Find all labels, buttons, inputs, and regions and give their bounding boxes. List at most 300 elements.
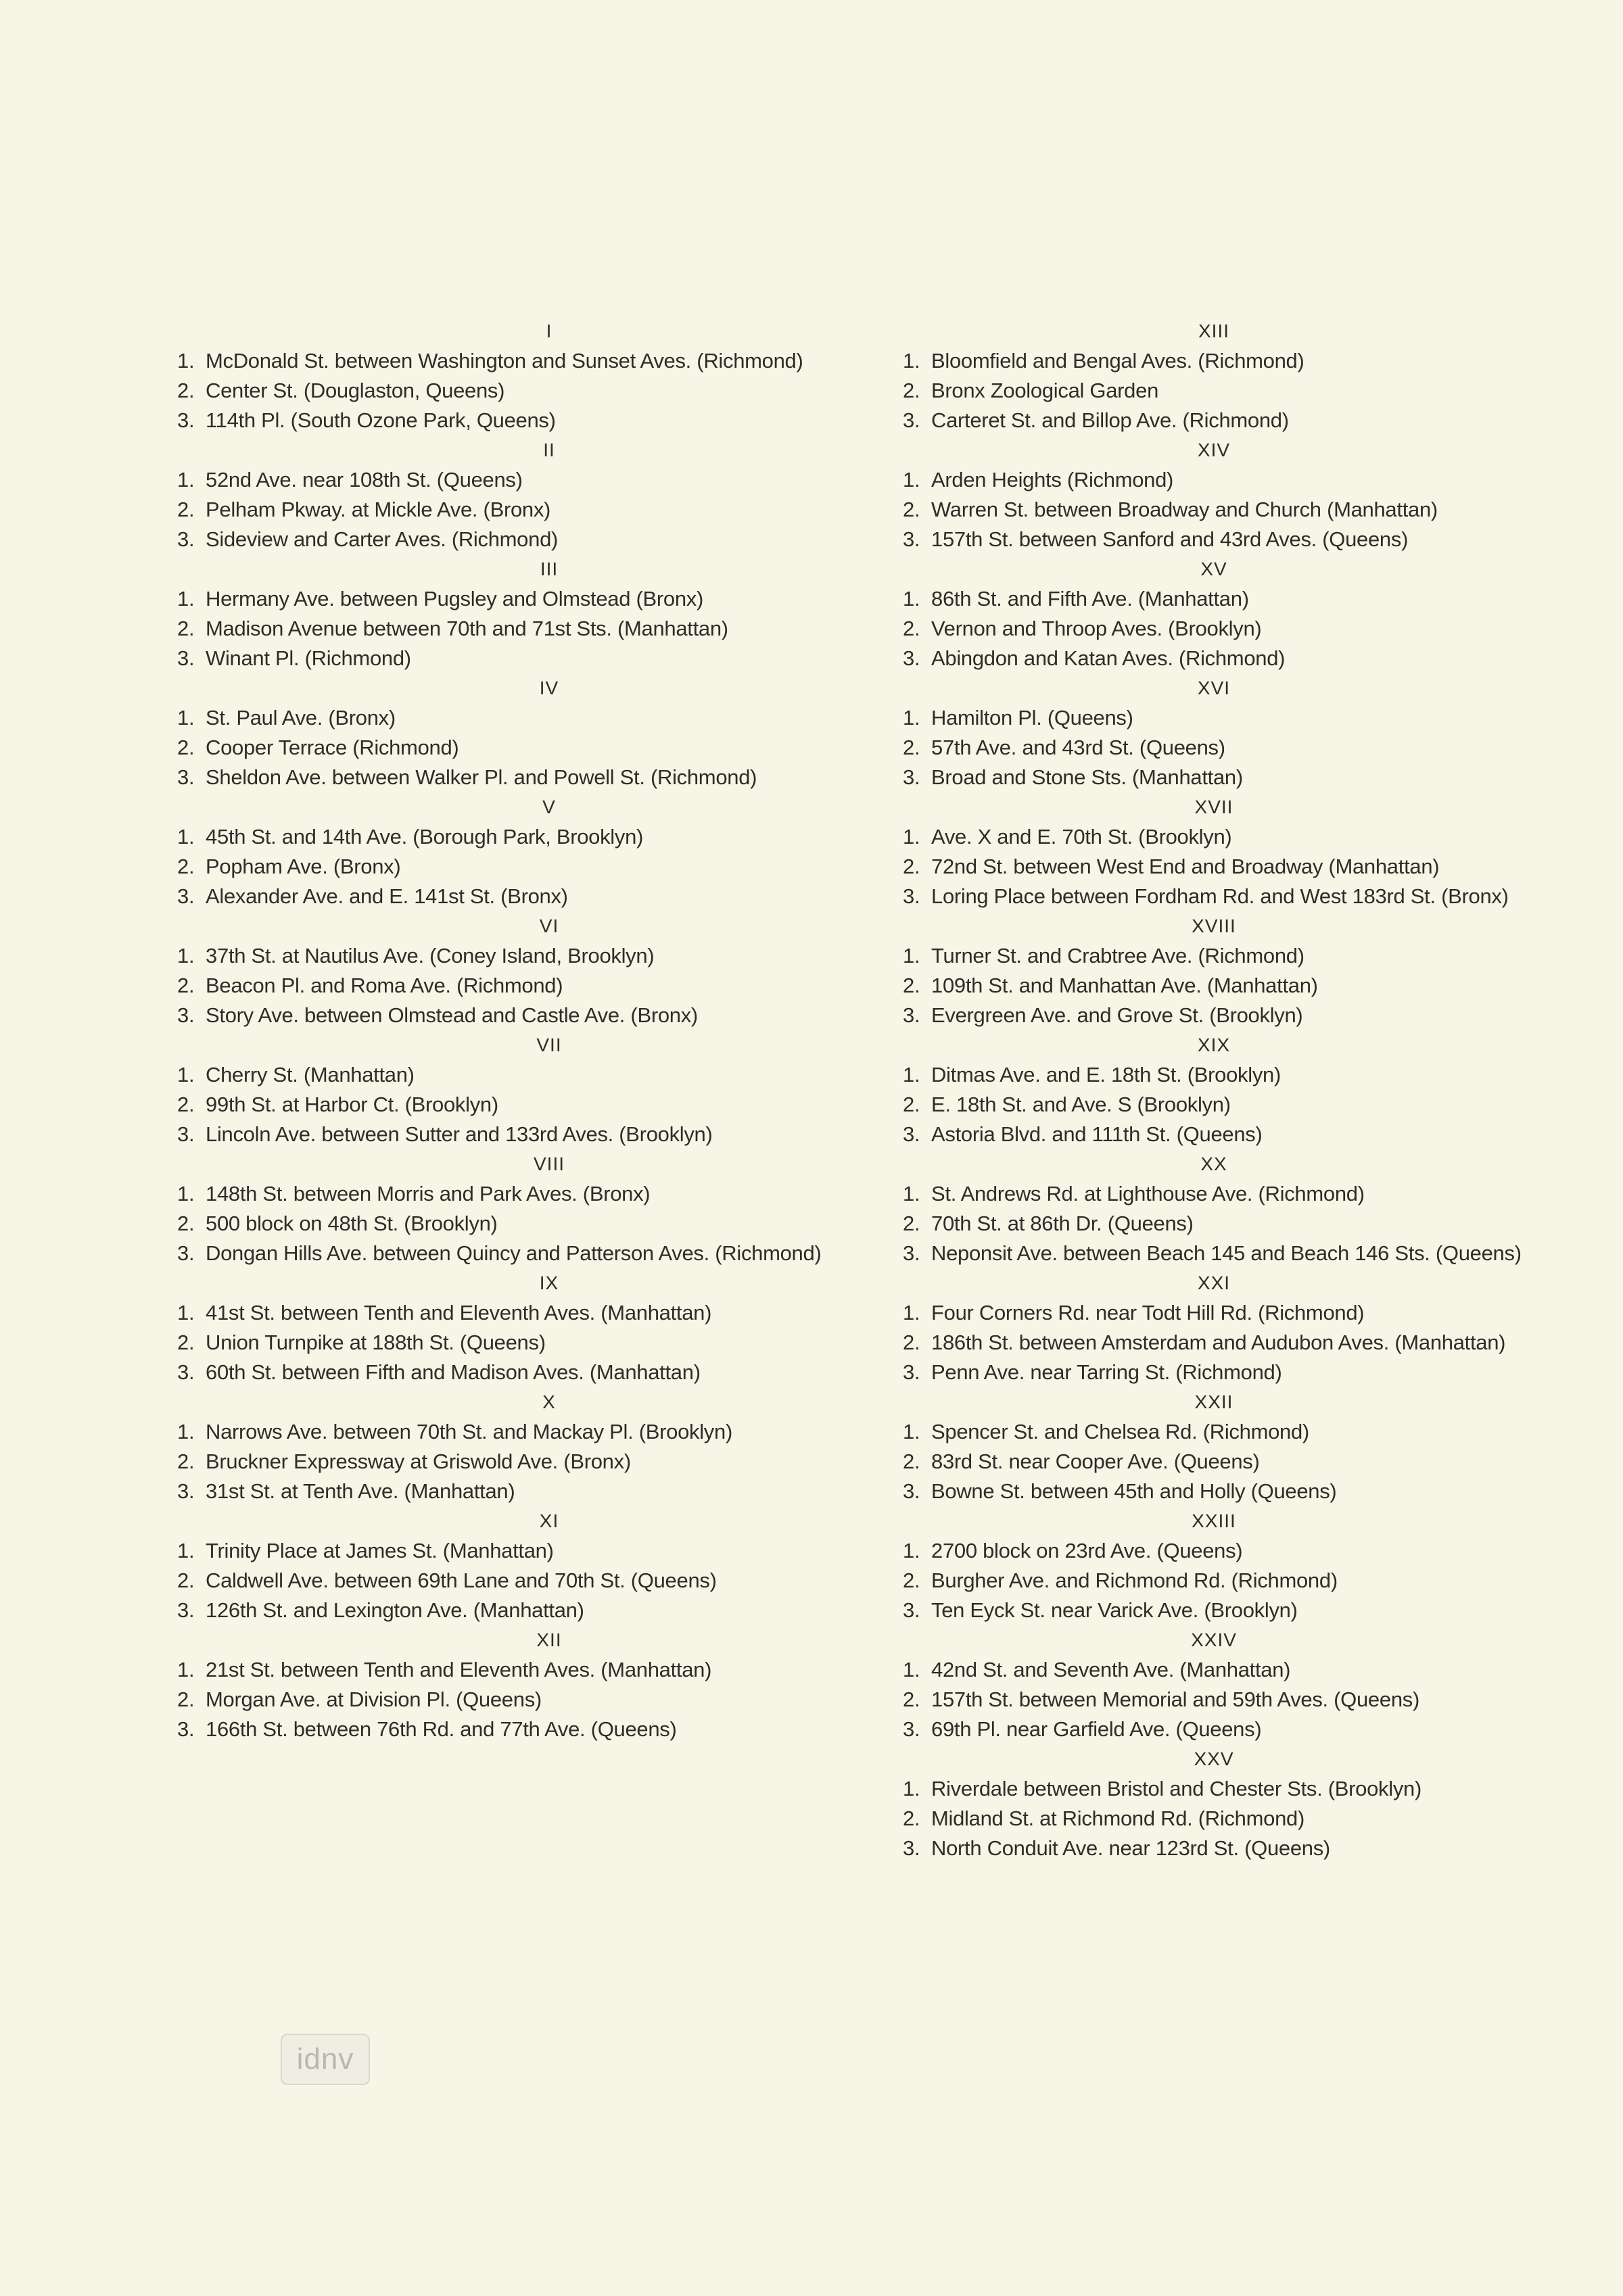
item-number: 2. xyxy=(177,1450,195,1473)
location-item xyxy=(177,733,853,763)
item-number: 1. xyxy=(177,1301,195,1324)
location-item xyxy=(177,1566,853,1596)
section-numeral: XIII xyxy=(1198,320,1229,341)
item-location-text: Riverdale between Bristol and Chester Sts. (Brooklyn) xyxy=(931,1777,1421,1800)
location-section xyxy=(177,1268,853,1387)
item-number: 3. xyxy=(903,1360,920,1384)
location-list xyxy=(903,584,1538,673)
item-number: 2. xyxy=(903,379,920,402)
location-item xyxy=(177,1209,853,1239)
location-item xyxy=(177,1120,853,1149)
item-number: 2. xyxy=(177,379,195,402)
section-numeral: IX xyxy=(539,1272,559,1293)
location-list xyxy=(903,1536,1538,1625)
section-numeral: XVI xyxy=(1197,677,1231,698)
item-location-text: Sheldon Ave. between Walker Pl. and Powell St. (Richmond) xyxy=(206,765,757,789)
location-item xyxy=(177,644,853,673)
item-number: 3. xyxy=(177,1598,195,1622)
item-number: 3. xyxy=(177,1241,195,1265)
item-number: 3. xyxy=(903,1479,920,1503)
location-item xyxy=(177,1715,853,1744)
location-list xyxy=(903,465,1538,554)
item-number: 1. xyxy=(903,944,920,967)
location-item xyxy=(903,1655,1538,1685)
location-item xyxy=(903,1774,1538,1804)
location-item xyxy=(903,346,1538,376)
item-number: 2. xyxy=(903,974,920,997)
item-number: 2. xyxy=(177,498,195,521)
item-location-text: 21st St. between Tenth and Eleventh Aves. (Manhattan) xyxy=(206,1658,712,1681)
item-number: 3. xyxy=(177,646,195,670)
location-list xyxy=(903,1179,1538,1268)
item-number: 3. xyxy=(903,646,920,670)
section-numeral: XXV xyxy=(1194,1748,1234,1769)
item-number: 1. xyxy=(903,587,920,611)
location-list xyxy=(177,465,853,554)
location-item xyxy=(177,763,853,792)
item-location-text: Warren St. between Broadway and Church (Manhattan) xyxy=(931,498,1438,521)
item-number: 3. xyxy=(903,408,920,432)
location-item xyxy=(177,525,853,554)
location-section xyxy=(903,673,1538,792)
location-list xyxy=(177,1298,853,1387)
location-section xyxy=(177,1030,853,1149)
section-numeral: XX xyxy=(1200,1153,1227,1174)
location-section xyxy=(177,1149,853,1268)
item-number: 1. xyxy=(177,825,195,848)
item-location-text: Carteret St. and Billop Ave. (Richmond) xyxy=(931,408,1289,432)
item-number: 2. xyxy=(903,617,920,640)
location-section xyxy=(903,316,1538,435)
item-location-text: 57th Ave. and 43rd St. (Queens) xyxy=(931,736,1225,759)
location-list xyxy=(903,941,1538,1030)
location-section xyxy=(903,792,1538,911)
item-location-text: 166th St. between 76th Rd. and 77th Ave. (Queens) xyxy=(206,1717,677,1741)
section-numeral: II xyxy=(543,439,555,460)
item-number: 1. xyxy=(177,1182,195,1205)
item-location-text: 148th St. between Morris and Park Aves. (Bronx) xyxy=(206,1182,651,1205)
location-item xyxy=(903,1090,1538,1120)
item-location-text: 500 block on 48th St. (Brooklyn) xyxy=(206,1212,498,1235)
item-number: 2. xyxy=(903,1093,920,1116)
location-section xyxy=(177,792,853,911)
item-location-text: Burgher Ave. and Richmond Rd. (Richmond) xyxy=(931,1569,1338,1592)
item-location-text: Winant Pl. (Richmond) xyxy=(206,646,411,670)
section-numeral: V xyxy=(542,796,556,817)
item-number: 1. xyxy=(177,349,195,373)
location-item xyxy=(903,1179,1538,1209)
section-numeral: XIV xyxy=(1197,439,1231,460)
location-section xyxy=(177,911,853,1030)
location-item xyxy=(177,1596,853,1625)
item-location-text: Bloomfield and Bengal Aves. (Richmond) xyxy=(931,349,1304,373)
location-item xyxy=(903,1060,1538,1090)
item-location-text: 37th St. at Nautilus Ave. (Coney Island, Brooklyn) xyxy=(206,944,655,967)
item-location-text: Abingdon and Katan Aves. (Richmond) xyxy=(931,646,1286,670)
item-location-text: Turner St. and Crabtree Ave. (Richmond) xyxy=(931,944,1304,967)
section-numeral: XXIV xyxy=(1191,1629,1237,1650)
item-number: 1. xyxy=(903,706,920,730)
location-section xyxy=(903,554,1538,673)
section-numeral: XVII xyxy=(1194,796,1233,817)
item-number: 2. xyxy=(177,1688,195,1711)
item-location-text: St. Paul Ave. (Bronx) xyxy=(206,706,396,730)
item-location-text: Midland St. at Richmond Rd. (Richmond) xyxy=(931,1807,1304,1830)
item-number: 1. xyxy=(177,1063,195,1086)
item-location-text: 31st St. at Tenth Ave. (Manhattan) xyxy=(206,1479,515,1503)
location-item xyxy=(903,1536,1538,1566)
item-number: 3. xyxy=(903,1717,920,1741)
item-location-text: Center St. (Douglaston, Queens) xyxy=(206,379,505,402)
item-location-text: Bruckner Expressway at Griswold Ave. (Bronx) xyxy=(206,1450,631,1473)
section-numeral: X xyxy=(542,1391,556,1412)
location-item xyxy=(177,346,853,376)
item-location-text: Hermany Ave. between Pugsley and Olmstead (Bronx) xyxy=(206,587,703,611)
item-location-text: Lincoln Ave. between Sutter and 133rd Aves. (Brooklyn) xyxy=(206,1122,713,1146)
right-column xyxy=(903,316,1538,1863)
location-item xyxy=(903,614,1538,644)
location-list xyxy=(177,703,853,792)
location-section xyxy=(177,316,853,435)
location-section xyxy=(177,554,853,673)
item-location-text: Broad and Stone Sts. (Manhattan) xyxy=(931,765,1243,789)
item-number: 3. xyxy=(177,1003,195,1027)
item-number: 2. xyxy=(177,974,195,997)
location-item xyxy=(177,1179,853,1209)
location-item xyxy=(177,376,853,406)
item-location-text: Penn Ave. near Tarring St. (Richmond) xyxy=(931,1360,1282,1384)
location-list xyxy=(177,1179,853,1268)
location-section xyxy=(903,1744,1538,1863)
item-location-text: Ditmas Ave. and E. 18th St. (Brooklyn) xyxy=(931,1063,1281,1086)
location-item xyxy=(903,525,1538,554)
item-location-text: 52nd Ave. near 108th St. (Queens) xyxy=(206,468,523,492)
item-number: 2. xyxy=(177,1331,195,1354)
location-list xyxy=(903,1298,1538,1387)
item-number: 1. xyxy=(903,349,920,373)
location-item xyxy=(903,822,1538,852)
location-item xyxy=(903,1447,1538,1477)
publisher-logo xyxy=(281,2034,370,2085)
location-item xyxy=(177,1358,853,1387)
location-item xyxy=(177,1090,853,1120)
location-item xyxy=(177,1536,853,1566)
item-number: 3. xyxy=(903,1836,920,1860)
location-item xyxy=(903,1715,1538,1744)
location-item xyxy=(903,1596,1538,1625)
location-section xyxy=(903,1030,1538,1149)
item-number: 2. xyxy=(177,855,195,878)
location-item xyxy=(177,1655,853,1685)
item-location-text: Cooper Terrace (Richmond) xyxy=(206,736,459,759)
item-location-text: St. Andrews Rd. at Lighthouse Ave. (Richmond) xyxy=(931,1182,1365,1205)
location-item xyxy=(903,1566,1538,1596)
location-item xyxy=(177,1298,853,1328)
location-section xyxy=(177,1387,853,1506)
location-item xyxy=(177,1001,853,1030)
item-location-text: North Conduit Ave. near 123rd St. (Queens) xyxy=(931,1836,1330,1860)
location-list xyxy=(177,346,853,435)
section-numeral: XIX xyxy=(1197,1034,1231,1055)
location-item xyxy=(903,1804,1538,1834)
location-item xyxy=(903,465,1538,495)
location-item xyxy=(903,1001,1538,1030)
item-location-text: 41st St. between Tenth and Eleventh Aves. (Manhattan) xyxy=(206,1301,712,1324)
item-location-text: Caldwell Ave. between 69th Lane and 70th St. (Queens) xyxy=(206,1569,717,1592)
location-item xyxy=(903,495,1538,525)
item-location-text: Bowne St. between 45th and Holly (Queens) xyxy=(931,1479,1337,1503)
item-location-text: Morgan Ave. at Division Pl. (Queens) xyxy=(206,1688,542,1711)
item-number: 1. xyxy=(177,944,195,967)
location-section xyxy=(903,435,1538,554)
item-number: 2. xyxy=(177,1093,195,1116)
location-item xyxy=(177,852,853,882)
item-location-text: Beacon Pl. and Roma Ave. (Richmond) xyxy=(206,974,563,997)
item-number: 1. xyxy=(903,1658,920,1681)
location-section xyxy=(903,1625,1538,1744)
location-item xyxy=(177,1328,853,1358)
location-item xyxy=(903,1477,1538,1506)
location-list xyxy=(177,941,853,1030)
location-item xyxy=(177,495,853,525)
location-item xyxy=(903,971,1538,1001)
item-number: 2. xyxy=(903,736,920,759)
location-section xyxy=(177,1625,853,1744)
item-number: 3. xyxy=(177,1479,195,1503)
logo-text: idnv xyxy=(296,2042,354,2076)
location-item xyxy=(177,406,853,435)
location-item xyxy=(903,1120,1538,1149)
location-item xyxy=(903,852,1538,882)
item-location-text: Trinity Place at James St. (Manhattan) xyxy=(206,1539,554,1562)
item-number: 1. xyxy=(177,1539,195,1562)
location-item xyxy=(177,971,853,1001)
item-number: 1. xyxy=(903,468,920,492)
item-location-text: Loring Place between Fordham Rd. and West 183rd St. (Bronx) xyxy=(931,884,1509,908)
section-numeral: XV xyxy=(1200,558,1227,579)
item-location-text: Astoria Blvd. and 111th St. (Queens) xyxy=(931,1122,1263,1146)
location-list xyxy=(903,822,1538,911)
location-item xyxy=(903,644,1538,673)
item-number: 2. xyxy=(903,1331,920,1354)
location-list xyxy=(177,1655,853,1744)
item-location-text: Pelham Pkway. at Mickle Ave. (Bronx) xyxy=(206,498,551,521)
item-number: 3. xyxy=(903,1241,920,1265)
item-location-text: 186th St. between Amsterdam and Audubon Aves. (Manhattan) xyxy=(931,1331,1506,1354)
section-numeral: VIII xyxy=(533,1153,565,1174)
location-list xyxy=(177,1417,853,1506)
location-item xyxy=(903,703,1538,733)
item-location-text: 45th St. and 14th Ave. (Borough Park, Brooklyn) xyxy=(206,825,644,848)
item-number: 2. xyxy=(177,1569,195,1592)
item-number: 1. xyxy=(903,1063,920,1086)
item-number: 1. xyxy=(903,1182,920,1205)
section-numeral: IV xyxy=(539,677,559,698)
section-numeral: XI xyxy=(539,1510,559,1531)
location-list xyxy=(903,346,1538,435)
item-location-text: 157th St. between Memorial and 59th Aves. (Queens) xyxy=(931,1688,1419,1711)
item-location-text: Ave. X and E. 70th St. (Brooklyn) xyxy=(931,825,1232,848)
location-item xyxy=(177,941,853,971)
item-number: 2. xyxy=(177,736,195,759)
item-number: 3. xyxy=(903,1003,920,1027)
location-item xyxy=(903,1685,1538,1715)
location-list xyxy=(903,703,1538,792)
item-number: 3. xyxy=(177,884,195,908)
location-item xyxy=(177,703,853,733)
item-number: 3. xyxy=(177,1360,195,1384)
section-numeral: XXI xyxy=(1197,1272,1231,1293)
item-number: 1. xyxy=(903,1420,920,1443)
location-item xyxy=(903,1239,1538,1268)
item-location-text: 69th Pl. near Garfield Ave. (Queens) xyxy=(931,1717,1262,1741)
location-list xyxy=(903,1655,1538,1744)
item-location-text: Alexander Ave. and E. 141st St. (Bronx) xyxy=(206,884,568,908)
item-location-text: 126th St. and Lexington Ave. (Manhattan) xyxy=(206,1598,584,1622)
item-number: 3. xyxy=(903,884,920,908)
item-location-text: 60th St. between Fifth and Madison Aves. (Manhattan) xyxy=(206,1360,701,1384)
item-number: 3. xyxy=(903,1122,920,1146)
location-item xyxy=(903,941,1538,971)
location-section xyxy=(903,1268,1538,1387)
item-number: 3. xyxy=(177,527,195,551)
location-item xyxy=(177,1060,853,1090)
location-item xyxy=(903,406,1538,435)
item-location-text: Madison Avenue between 70th and 71st Sts. (Manhattan) xyxy=(206,617,728,640)
location-item xyxy=(177,882,853,911)
location-item xyxy=(177,614,853,644)
item-location-text: Sideview and Carter Aves. (Richmond) xyxy=(206,527,559,551)
item-location-text: Neponsit Ave. between Beach 145 and Beach 146 Sts. (Queens) xyxy=(931,1241,1522,1265)
item-location-text: 99th St. at Harbor Ct. (Brooklyn) xyxy=(206,1093,498,1116)
item-location-text: 157th St. between Sanford and 43rd Aves. (Queens) xyxy=(931,527,1409,551)
section-numeral: XXII xyxy=(1194,1391,1233,1412)
item-number: 3. xyxy=(903,1598,920,1622)
location-section xyxy=(903,1149,1538,1268)
item-number: 2. xyxy=(903,855,920,878)
location-item xyxy=(903,882,1538,911)
item-number: 3. xyxy=(177,1717,195,1741)
item-location-text: Hamilton Pl. (Queens) xyxy=(931,706,1133,730)
item-number: 2. xyxy=(903,1569,920,1592)
item-number: 2. xyxy=(903,1688,920,1711)
location-item xyxy=(177,465,853,495)
item-location-text: 70th St. at 86th Dr. (Queens) xyxy=(931,1212,1194,1235)
item-location-text: Bronx Zoological Garden xyxy=(931,379,1159,402)
section-numeral: XXIII xyxy=(1192,1510,1236,1531)
item-location-text: Arden Heights (Richmond) xyxy=(931,468,1174,492)
item-location-text: Vernon and Throop Aves. (Brooklyn) xyxy=(931,617,1262,640)
location-list xyxy=(177,1060,853,1149)
item-location-text: 72nd St. between West End and Broadway (Manhattan) xyxy=(931,855,1440,878)
item-number: 2. xyxy=(177,617,195,640)
item-number: 1. xyxy=(177,587,195,611)
section-numeral: VII xyxy=(536,1034,562,1055)
location-item xyxy=(903,584,1538,614)
location-item xyxy=(903,733,1538,763)
item-number: 2. xyxy=(903,1450,920,1473)
location-item xyxy=(177,1417,853,1447)
location-item xyxy=(177,1477,853,1506)
section-numeral: I xyxy=(546,320,552,341)
item-number: 2. xyxy=(177,1212,195,1235)
item-number: 3. xyxy=(903,527,920,551)
section-numeral: XII xyxy=(536,1629,562,1650)
item-number: 2. xyxy=(903,1212,920,1235)
location-item xyxy=(903,1209,1538,1239)
location-item xyxy=(903,1298,1538,1328)
location-item xyxy=(903,1328,1538,1358)
location-section xyxy=(903,1387,1538,1506)
item-location-text: Evergreen Ave. and Grove St. (Brooklyn) xyxy=(931,1003,1303,1027)
left-column xyxy=(177,316,853,1744)
item-location-text: Four Corners Rd. near Todt Hill Rd. (Richmond) xyxy=(931,1301,1365,1324)
item-location-text: E. 18th St. and Ave. S (Brooklyn) xyxy=(931,1093,1231,1116)
item-location-text: Narrows Ave. between 70th St. and Mackay Pl. (Brooklyn) xyxy=(206,1420,732,1443)
location-section xyxy=(177,1506,853,1625)
item-location-text: Union Turnpike at 188th St. (Queens) xyxy=(206,1331,546,1354)
item-location-text: 114th Pl. (South Ozone Park, Queens) xyxy=(206,408,556,432)
location-list xyxy=(177,1536,853,1625)
location-item xyxy=(177,1447,853,1477)
item-location-text: 83rd St. near Cooper Ave. (Queens) xyxy=(931,1450,1260,1473)
location-section xyxy=(903,911,1538,1030)
location-item xyxy=(177,1239,853,1268)
item-location-text: 109th St. and Manhattan Ave. (Manhattan) xyxy=(931,974,1318,997)
location-list xyxy=(177,584,853,673)
item-number: 3. xyxy=(177,765,195,789)
item-location-text: Dongan Hills Ave. between Quincy and Patterson Aves. (Richmond) xyxy=(206,1241,822,1265)
location-list xyxy=(903,1417,1538,1506)
item-number: 1. xyxy=(903,1301,920,1324)
location-item xyxy=(903,1358,1538,1387)
item-location-text: Story Ave. between Olmstead and Castle Ave. (Bronx) xyxy=(206,1003,698,1027)
item-number: 3. xyxy=(903,765,920,789)
item-number: 3. xyxy=(177,408,195,432)
item-location-text: 42nd St. and Seventh Ave. (Manhattan) xyxy=(931,1658,1291,1681)
item-location-text: 86th St. and Fifth Ave. (Manhattan) xyxy=(931,587,1249,611)
section-numeral: III xyxy=(540,558,559,579)
item-number: 1. xyxy=(903,1777,920,1800)
item-number: 1. xyxy=(903,1539,920,1562)
location-item xyxy=(903,1834,1538,1863)
item-number: 1. xyxy=(903,825,920,848)
item-number: 1. xyxy=(177,1658,195,1681)
location-list xyxy=(903,1060,1538,1149)
location-item xyxy=(903,376,1538,406)
location-item xyxy=(177,1685,853,1715)
item-location-text: Popham Ave. (Bronx) xyxy=(206,855,401,878)
location-section xyxy=(903,1506,1538,1625)
location-item xyxy=(177,822,853,852)
item-number: 1. xyxy=(177,706,195,730)
location-section xyxy=(177,673,853,792)
item-location-text: McDonald St. between Washington and Sunset Aves. (Richmond) xyxy=(206,349,803,373)
location-item xyxy=(177,584,853,614)
location-item xyxy=(903,1417,1538,1447)
item-location-text: 2700 block on 23rd Ave. (Queens) xyxy=(931,1539,1243,1562)
item-number: 2. xyxy=(903,1807,920,1830)
item-location-text: Spencer St. and Chelsea Rd. (Richmond) xyxy=(931,1420,1309,1443)
item-number: 3. xyxy=(177,1122,195,1146)
item-number: 2. xyxy=(903,498,920,521)
section-numeral: XVIII xyxy=(1192,915,1236,936)
item-location-text: Ten Eyck St. near Varick Ave. (Brooklyn) xyxy=(931,1598,1298,1622)
location-list xyxy=(903,1774,1538,1863)
item-location-text: Cherry St. (Manhattan) xyxy=(206,1063,415,1086)
item-number: 1. xyxy=(177,468,195,492)
location-section xyxy=(177,435,853,554)
